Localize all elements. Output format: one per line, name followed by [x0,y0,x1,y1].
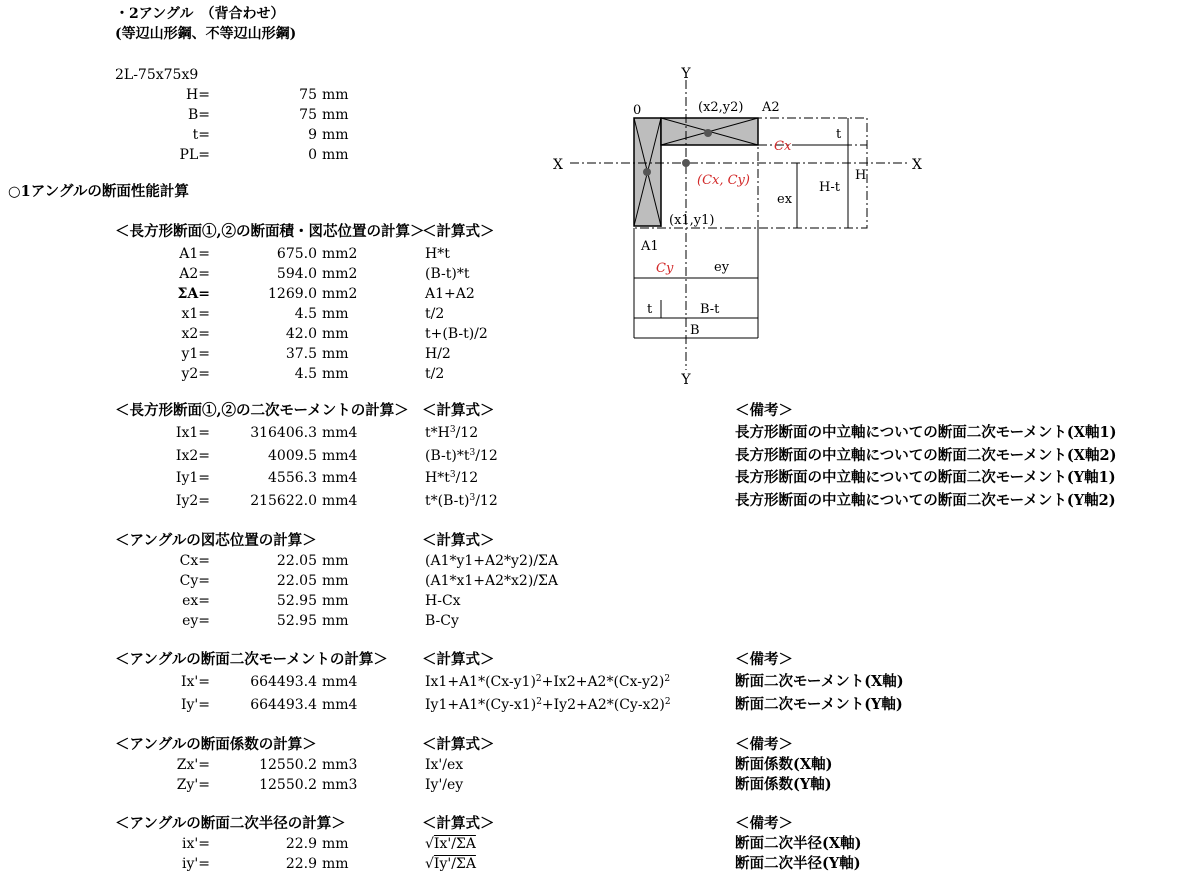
point1-label: (x1,y1) [669,213,715,228]
formula-part: t*(B-t) [425,493,470,509]
calc-formula [425,447,498,465]
calc-value: 4556.3 [268,470,317,486]
formula-exponent: 3 [449,425,456,435]
dim-label: B= [187,107,210,123]
calc-label: Cy= [179,573,210,589]
formula-part: Ix'/ΣA [433,836,476,852]
calc-label: Iy2= [175,493,210,509]
calc-label: ΣA= [177,286,210,302]
calc-note: 長方形断面の中立軸についての断面二次モーメント(X軸1) [735,424,1117,441]
calc-label: A2= [179,266,210,282]
formula-heading: ＜計算式＞ [422,736,495,753]
calc-label: iy'= [182,856,210,872]
section-heading: ＜アングルの図芯位置の計算＞ [115,532,317,549]
calc-note: 長方形断面の中立軸についての断面二次モーメント(Y軸1) [735,469,1116,486]
calc-formula: B-Cy [425,613,459,629]
calc-unit: mm2 [322,246,358,262]
dim-label: t= [192,127,210,143]
dim-value: 0 [308,147,317,163]
calc-label: Ix1= [175,425,210,441]
y-axis-label-bottom: Y [681,372,691,388]
section-heading: ＜アングルの断面二次半径の計算＞ [115,815,346,832]
y-axis-label-top: Y [681,66,691,82]
dim-unit: mm [322,107,349,123]
calc-formula [425,673,670,691]
calc-value: 1269.0 [268,286,317,302]
formula-heading: ＜計算式＞ [422,532,495,549]
calc-formula: t/2 [425,306,445,322]
formula-exponent: 2 [536,697,542,707]
calc-unit: mm3 [322,757,358,773]
formula-exponent: 3 [469,448,476,458]
formula-exponent: 2 [535,674,542,684]
dim-unit: mm [322,87,349,103]
calc-formula [425,835,476,853]
calc-label: Zx'= [176,757,210,773]
note-heading: ＜備考＞ [735,402,793,419]
dim-label: PL= [179,147,210,163]
calc-formula: H/2 [425,346,451,362]
calc-unit: mm4 [322,493,358,509]
calc-note: 断面係数(Y軸) [735,776,832,793]
calc-value: 12550.2 [259,757,317,773]
calc-label: Zy'= [176,777,210,793]
calc-note: 断面係数(X軸) [735,756,833,773]
calc-value: 594.0 [276,266,317,282]
t-label-bottom: t [647,302,653,317]
section-heading: ＜アングルの断面係数の計算＞ [115,736,317,753]
calc-formula: Ix'/ex [425,757,464,773]
calc-label: ix'= [182,836,210,852]
calc-formula: t/2 [425,366,445,382]
section-diagram [540,60,940,390]
calc-value: 675.0 [276,246,317,262]
calc-note: 断面二次モーメント(Y軸) [735,696,903,713]
dim-unit: mm [322,147,349,163]
formula-part: /12 [475,448,498,464]
calc-unit: mm3 [322,777,358,793]
note-heading: ＜備考＞ [735,736,793,753]
calc-unit: mm [322,366,349,382]
section-heading: ＜長方形断面①,②の二次モーメントの計算＞ [115,402,409,419]
h-label: H [855,168,867,183]
section-heading: ＜アングルの断面二次モーメントの計算＞ [115,651,388,668]
calc-unit: mm4 [322,697,358,713]
formula-part: Ix1+A1*(Cx-y1) [425,674,536,690]
calc-unit: mm [322,306,349,322]
calc-value: 12550.2 [259,777,317,793]
calc-label: x2= [181,326,210,342]
b-label: B [690,323,700,338]
calc-note: 長方形断面の中立軸についての断面二次モーメント(Y軸2) [735,492,1116,509]
formula-part: Iy1+A1*(Cy-x1) [425,697,537,713]
calc-unit: mm4 [322,425,358,441]
section-designation: 2L-75x75x9 [115,67,199,83]
ex-label: ex [777,192,793,207]
dim-value: 75 [299,107,317,123]
formula-heading: ＜計算式＞ [422,223,495,240]
x-axis-label-left: X [553,157,563,173]
calc-value: 42.0 [285,326,317,342]
centroid-point-angle [682,159,690,167]
calc-label: ex= [182,593,210,609]
calc-formula: t+(B-t)/2 [425,326,488,342]
section-heading: ＜長方形断面①,②の断面積・図芯位置の計算＞ [115,223,425,240]
calc-formula: (A1*y1+A2*y2)/ΣA [425,553,559,569]
calc-unit: mm [322,326,349,342]
calc-unit: mm4 [322,470,358,486]
calc-unit: mm [322,346,349,362]
formula-part: /12 [455,470,479,486]
calc-formula: H-Cx [425,593,461,609]
t-label-right: t [836,127,842,142]
calc-value: 22.9 [285,836,317,852]
formula-heading: ＜計算式＞ [422,651,495,668]
calc-label: Ix'= [180,674,210,690]
formula-exponent: 3 [469,493,476,503]
dim-label: H= [186,87,210,103]
calc-value: 52.95 [276,613,317,629]
a2-label: A2 [762,100,780,115]
calc-note: 断面二次半径(X軸) [735,835,862,852]
centroid-label: (Cx, Cy) [697,173,750,188]
ht-label: H-t [819,180,840,195]
centroid-point-1 [643,168,651,176]
formula-part: /12 [455,425,479,441]
calc-formula [425,492,498,510]
formula-part: +Ix2+A2*(Cx-y2) [541,674,665,690]
x-axis-label-right: X [912,157,922,173]
calc-formula: A1+A2 [425,286,475,302]
calc-unit: mm [322,593,349,609]
calc-unit: mm4 [322,674,358,690]
calc-unit: mm [322,613,349,629]
formula-part: Iy'/ΣA [433,856,476,872]
calc-label: Ix2= [175,448,210,464]
calc-note: 断面二次半径(Y軸) [735,855,861,872]
calc-label: y1= [181,346,210,362]
dim-value: 9 [308,127,317,143]
formula-heading: ＜計算式＞ [422,815,495,832]
calc-value: 316406.3 [250,425,317,441]
bt-label: B-t [700,302,720,317]
calc-value: 664493.4 [250,674,317,690]
calc-label: Cx= [179,553,210,569]
point2-label: (x2,y2) [698,100,744,115]
calc-unit: mm2 [322,286,358,302]
calc-value: 22.05 [276,573,317,589]
calc-formula [425,696,671,714]
calc-formula [425,855,476,873]
note-heading: ＜備考＞ [735,815,793,832]
calc-formula [425,424,478,442]
formula-heading: ＜計算式＞ [422,402,495,419]
note-heading: ＜備考＞ [735,651,793,668]
calc-formula: Iy'/ey [425,777,464,793]
dim-value: 75 [299,87,317,103]
calc-formula [425,469,478,487]
calc-value: 52.95 [276,593,317,609]
calc-note: 長方形断面の中立軸についての断面二次モーメント(X軸2) [735,447,1117,464]
calc-value: 664493.4 [250,697,317,713]
calc-label: ey= [182,613,210,629]
calc-formula: (A1*x1+A2*x2)/ΣA [425,573,559,589]
cy-label: Cy [656,261,674,276]
doc-subtitle: (等辺山形鋼、不等辺山形鋼) [115,26,297,42]
calc-value: 22.9 [285,856,317,872]
formula-exponent: 3 [449,470,456,480]
centroid-point-2 [704,129,712,137]
a1-label: A1 [641,239,659,254]
origin-label: 0 [633,103,642,118]
calc-unit: mm4 [322,448,358,464]
calc-formula: (B-t)*t [425,266,470,282]
calc-unit: mm [322,553,349,569]
ey-label: ey [714,260,730,275]
formula-part: /12 [475,493,498,509]
calc-formula: H*t [425,246,450,262]
calc-value: 215622.0 [250,493,317,509]
calc-label: y2= [181,366,210,382]
calc-label: Iy'= [180,697,210,713]
calc-note: 断面二次モーメント(X軸) [735,673,904,690]
calc-value: 37.5 [285,346,317,362]
cx-label: Cx [774,139,792,154]
calc-value: 22.05 [276,553,317,569]
formula-part: H*t [425,470,450,486]
formula-part: (B-t)*t [425,448,470,464]
formula-exponent: 2 [664,674,671,684]
calc-unit: mm [322,856,349,872]
calc-value: 4.5 [294,366,317,382]
calc-label: Iy1= [175,470,210,486]
sqrt-symbol: √ [425,836,434,852]
main-heading: ○1アングルの断面性能計算 [8,183,189,200]
calc-label: x1= [181,306,210,322]
formula-part: +Iy2+A2*(Cy-x2) [541,697,665,713]
doc-title: ・2アングル （背合わせ） [115,6,285,22]
calc-value: 4009.5 [268,448,317,464]
calc-value: 4.5 [294,306,317,322]
calc-label: A1= [179,246,210,262]
dim-unit: mm [322,127,349,143]
sqrt-symbol: √ [425,856,434,872]
calc-unit: mm2 [322,266,358,282]
calc-unit: mm [322,573,349,589]
calc-unit: mm [322,836,349,852]
formula-part: t*H [425,425,450,441]
formula-exponent: 2 [664,697,671,707]
